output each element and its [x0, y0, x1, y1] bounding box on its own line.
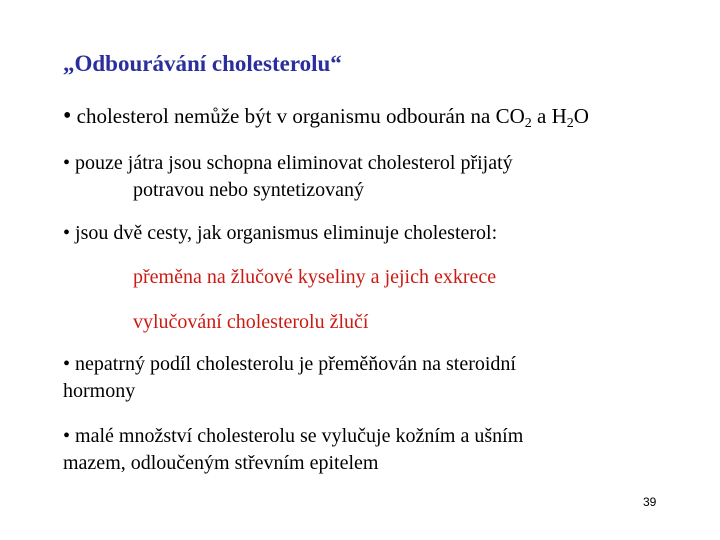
bullet-icon: • [63, 103, 72, 129]
bullet-icon: • [63, 425, 71, 447]
point-1-subscript-co2: 2 [524, 116, 532, 131]
slide-title: „Odbourávání cholesterolu“ [63, 51, 342, 76]
bullet-icon: • [63, 353, 71, 375]
point-5-line-2: mazem, odloučeným střevním epitelem [63, 452, 379, 474]
bullet-icon: • [63, 152, 71, 174]
point-2-line-1: pouze játra jsou schopna eliminovat cholesterol přijatý [75, 152, 513, 174]
point-4-line-2: hormony [63, 380, 136, 402]
point-2-line-2: potravou nebo syntetizovaný [133, 179, 365, 201]
bullet-icon: • [63, 222, 71, 244]
point-1-mid: a H [531, 104, 567, 128]
point-3-line-1: jsou dvě cesty, jak organismus eliminuje cholesterol: [75, 222, 498, 244]
bullet-point-3 [63, 221, 497, 245]
point-1-text: cholesterol nemůže být v organismu odbourán na CO [76, 104, 525, 128]
point-4-line-1: nepatrný podíl cholesterolu je přeměňován na steroidní [75, 353, 516, 375]
page-number: 39 [643, 495, 657, 509]
point-1-subscript-h2o: 2 [566, 116, 574, 131]
point-5-line-1: malé množství cholesterolu se vylučuje kožním a ušním [75, 425, 524, 447]
bullet-point-5 [63, 424, 523, 448]
bullet-point-1 [63, 103, 589, 131]
bullet-point-2 [63, 151, 513, 175]
point-1-end: O [573, 104, 589, 128]
elimination-way-2: vylučování cholesterolu žlučí [133, 311, 369, 333]
elimination-way-1: přeměna na žlučové kyseliny a jejich exkrece [133, 266, 497, 288]
bullet-point-4 [63, 352, 516, 376]
